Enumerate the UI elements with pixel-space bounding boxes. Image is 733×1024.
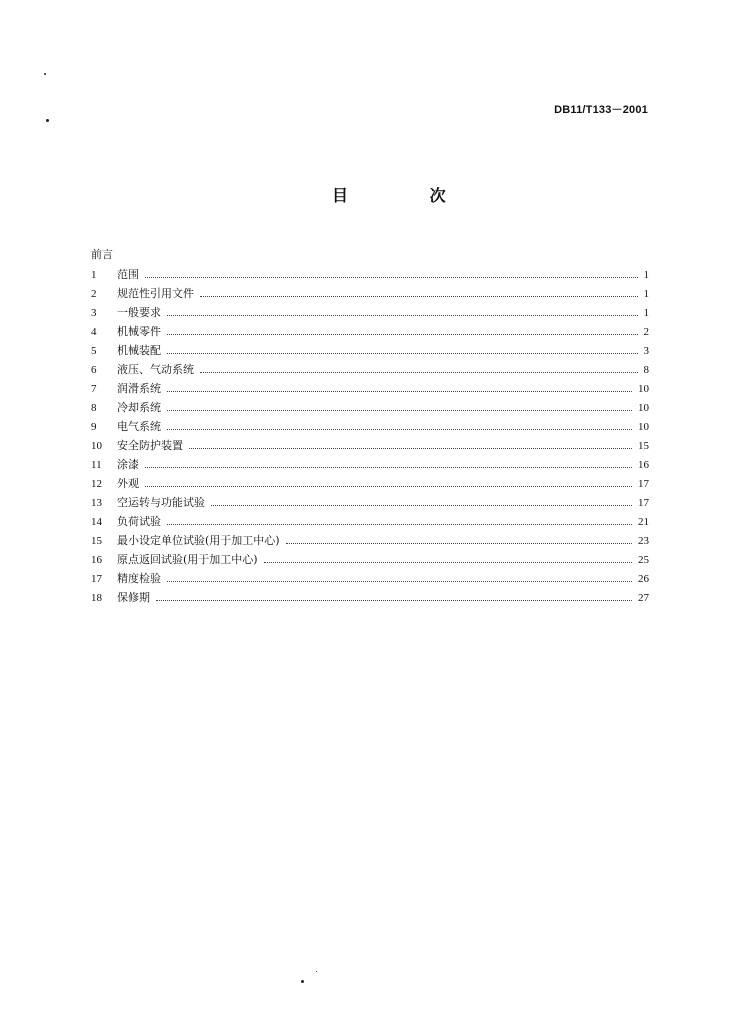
toc-entry-page: 17 xyxy=(638,497,649,509)
toc-entry-title: 外观 xyxy=(117,477,139,490)
toc-entry-number: 17 xyxy=(91,573,102,585)
scan-speck xyxy=(316,971,317,972)
toc-entry-number: 14 xyxy=(91,516,102,528)
toc-entry xyxy=(91,360,649,379)
toc-dot-leader xyxy=(286,542,632,544)
toc-entry-number: 1 xyxy=(91,269,97,281)
toc-entry-number: 15 xyxy=(91,535,102,547)
toc-entry-number: 2 xyxy=(91,288,97,300)
toc-entry-title: 电气系统 xyxy=(117,420,161,433)
toc-dot-leader xyxy=(145,276,638,278)
toc-entry xyxy=(91,588,649,607)
document-code: DB11/T133－2001 xyxy=(554,104,648,116)
toc-entry-title: 一般要求 xyxy=(117,306,161,319)
toc-entry-page: 17 xyxy=(638,478,649,490)
toc-entry-number: 5 xyxy=(91,345,97,357)
toc-dot-leader xyxy=(167,352,638,354)
toc-entry-page: 16 xyxy=(638,459,649,471)
toc-entry xyxy=(91,303,649,322)
toc-entry xyxy=(91,341,649,360)
toc-entry-page: 23 xyxy=(638,535,649,547)
toc-entry-title: 安全防护装置 xyxy=(117,439,183,452)
toc-dot-leader xyxy=(167,580,632,582)
toc-dot-leader xyxy=(167,333,638,335)
toc-entry-title: 冷却系统 xyxy=(117,401,161,414)
toc-entry-page: 10 xyxy=(638,421,649,433)
scan-speck xyxy=(46,119,49,122)
toc-entry xyxy=(91,398,649,417)
toc-entry-page: 15 xyxy=(638,440,649,452)
toc-entry-title: 机械装配 xyxy=(117,344,161,357)
toc-entry-page: 26 xyxy=(638,573,649,585)
toc-dot-leader xyxy=(167,523,632,525)
toc-dot-leader xyxy=(145,466,632,468)
toc-entry-page: 10 xyxy=(638,383,649,395)
toc-entry-page: 3 xyxy=(643,345,649,357)
toc-dot-leader xyxy=(167,409,632,411)
toc-dot-leader xyxy=(264,561,632,563)
toc-entry-title: 负荷试验 xyxy=(117,515,161,528)
toc-entry-page: 2 xyxy=(643,326,649,338)
toc-entry-page: 27 xyxy=(638,592,649,604)
toc-entry-number: 11 xyxy=(91,459,102,471)
toc-entry xyxy=(91,436,649,455)
toc-entry-page: 1 xyxy=(643,288,649,300)
toc-entry-number: 10 xyxy=(91,440,102,452)
toc-dot-leader xyxy=(167,390,632,392)
toc-entry-title: 保修期 xyxy=(117,591,150,604)
toc-entry-title: 范围 xyxy=(117,268,139,281)
scan-speck xyxy=(301,980,304,983)
toc-entry xyxy=(91,512,649,531)
toc-entry-page: 10 xyxy=(638,402,649,414)
toc-entry xyxy=(91,569,649,588)
toc-entry-number: 3 xyxy=(91,307,97,319)
toc-entry-page: 1 xyxy=(643,307,649,319)
toc-entry xyxy=(91,531,649,550)
toc-entry-number: 7 xyxy=(91,383,97,395)
toc-entry xyxy=(91,284,649,303)
toc-entry xyxy=(91,265,649,284)
toc-entry xyxy=(91,455,649,474)
toc-entry-number: 12 xyxy=(91,478,102,490)
toc-entry xyxy=(91,550,649,569)
toc-entry-title: 液压、气动系统 xyxy=(117,363,194,376)
toc-entry xyxy=(91,379,649,398)
toc-entry-title: 最小设定单位试验(用于加工中心) xyxy=(117,534,280,547)
toc-entry-title: 原点返回试验(用于加工中心) xyxy=(117,553,258,566)
toc-entry-number: 13 xyxy=(91,497,102,509)
toc-entry xyxy=(91,493,649,512)
toc-dot-leader xyxy=(145,485,632,487)
toc-entry-title: 涂漆 xyxy=(117,458,139,471)
toc-entry-number: 9 xyxy=(91,421,97,433)
toc-dot-leader xyxy=(200,295,638,297)
toc-entry xyxy=(91,417,649,436)
toc-entry-page: 1 xyxy=(643,269,649,281)
toc-entry-page: 25 xyxy=(638,554,649,566)
scan-speck xyxy=(44,73,46,75)
toc-entry xyxy=(91,474,649,493)
toc-entry-page: 8 xyxy=(643,364,649,376)
toc-entry-title: 精度检验 xyxy=(117,572,161,585)
toc-entry-number: 4 xyxy=(91,326,97,338)
toc-entry-number: 16 xyxy=(91,554,102,566)
toc-entry-title: 润滑系统 xyxy=(117,382,161,395)
toc-entry xyxy=(91,322,649,341)
toc-entry-title: 空运转与功能试验 xyxy=(117,496,205,509)
toc-dot-leader xyxy=(156,599,632,601)
toc-entry-title: 规范性引用文件 xyxy=(117,287,194,300)
toc-entry-number: 18 xyxy=(91,592,102,604)
table-of-contents xyxy=(91,265,649,607)
toc-dot-leader xyxy=(211,504,632,506)
toc-entry-title: 机械零件 xyxy=(117,325,161,338)
toc-entry-number: 8 xyxy=(91,402,97,414)
toc-entry-page: 21 xyxy=(638,516,649,528)
toc-dot-leader xyxy=(167,428,632,430)
toc-dot-leader xyxy=(200,371,638,373)
toc-entry-number: 6 xyxy=(91,364,97,376)
page-title: 目 次 xyxy=(332,186,484,205)
toc-dot-leader xyxy=(167,314,638,316)
toc-preface-entry: 前言 xyxy=(91,248,113,261)
toc-dot-leader xyxy=(189,447,632,449)
